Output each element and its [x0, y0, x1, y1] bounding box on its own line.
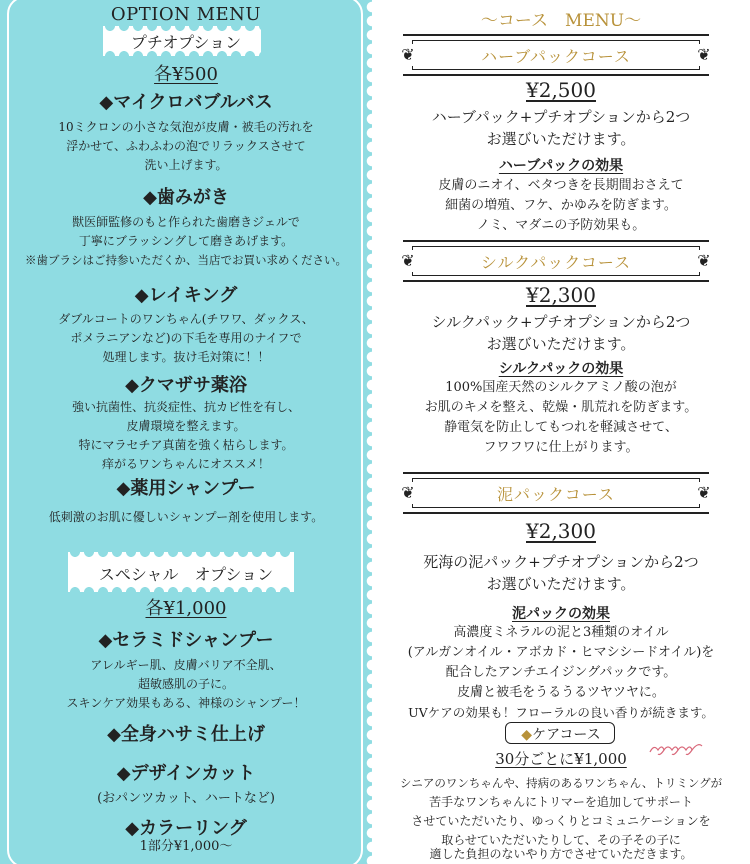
item-desc: 強い抗菌性、抗炎症性、抗カビ性を有し、 — [71, 400, 300, 414]
special-option-label: スペシャル オプション — [98, 565, 274, 584]
care-price: 30分ごとに¥1,000 — [495, 750, 627, 768]
item-full-scissor: ◆全身ハサミ仕上げ — [107, 724, 265, 745]
item-desc: ポメラニアンなど)の下毛を専用のナイフで — [70, 331, 302, 345]
course-name: 泥パックコース — [497, 485, 615, 504]
effect-title: シルクパックの効果 — [498, 361, 624, 377]
course-line: お選びいただけます。 — [486, 130, 636, 148]
item-desc: 洗い上げます。 — [144, 158, 228, 172]
effect-line: フワフワに仕上がります。 — [483, 440, 639, 455]
course-header-herb — [403, 34, 709, 76]
item-desc: 獣医師監修のもと作られた歯磨きジェルで — [72, 215, 300, 229]
flourish-corner-icon: ❦ — [693, 250, 715, 272]
heart-doodle-icon — [648, 738, 704, 758]
effect-line: 100%国産天然のシルクアミノ酸の泡が — [445, 380, 677, 395]
item-tooth-brushing: ◆歯みがき — [143, 187, 229, 208]
special-price: 各¥1,000 — [145, 598, 227, 619]
item-desc: アレルギー肌、皮膚バリア不全肌、 — [90, 658, 282, 672]
course-line: 死海の泥パック+プチオプションから2つ — [423, 553, 699, 571]
item-desc: スキンケア効果もある、神様のシャンプー！ — [66, 696, 306, 710]
option-menu-panel — [0, 0, 372, 864]
item-desc: ※歯ブラシはご持参いただくか、当店でお買い求めください。 — [25, 253, 347, 267]
course-price: ¥2,500 — [526, 78, 596, 102]
course-price: ¥2,300 — [526, 519, 596, 543]
course-menu-panel — [372, 0, 750, 864]
petit-option-label: プチオプション — [130, 33, 242, 52]
effect-line: 皮膚のニオイ、ベタつきを長期間おさえて — [438, 178, 684, 193]
care-desc-line: 苦手なワンちゃんにトリマーを追加してサポート — [429, 795, 693, 809]
effect-line: お肌のキメを整え、乾燥・肌荒れを防ぎます。 — [424, 400, 698, 415]
item-desc: ダブルコートのワンちゃん(チワワ、ダックス、 — [58, 312, 314, 326]
flourish-corner-icon: ❦ — [693, 482, 715, 504]
item-ceramide-shampoo: ◆セラミドシャンプー — [98, 630, 274, 651]
course-header-mud — [403, 472, 709, 514]
flourish-corner-icon: ❦ — [397, 250, 419, 272]
effect-title: ハーブパックの効果 — [498, 158, 624, 174]
course-name: シルクパックコース — [480, 253, 632, 272]
option-menu-title: OPTION MENU — [110, 4, 262, 25]
effect-line: 高濃度ミネラルの泥と3種類のオイル — [453, 625, 669, 640]
care-desc-line: させていただいたり、ゆっくりとコミュニケーションを — [411, 814, 711, 828]
effect-line: ノミ、マダニの予防効果も。 — [476, 218, 646, 233]
course-line: シルクパック+プチオプションから2つ — [431, 313, 691, 331]
item-raking: ◆レイキング — [134, 285, 238, 306]
course-name: ハーブパックコース — [481, 47, 631, 66]
item-coloring: ◆カラーリング — [125, 818, 247, 839]
item-medicated-shampoo: ◆薬用シャンプー — [116, 478, 256, 499]
course-menu-title: ～コース MENU～ — [480, 11, 642, 31]
care-desc-line: 取らせていただいたりして、その子その子に — [441, 833, 681, 847]
effect-title: 泥パックの効果 — [512, 606, 610, 622]
item-desc: 特にマラセチア真菌を強く枯らします。 — [78, 438, 294, 452]
item-design-cut: ◆デザインカット — [116, 763, 256, 784]
item-desc: (おパンツカット、ハートなど) — [97, 791, 275, 806]
care-desc-line: シニアのワンちゃんや、持病のあるワンちゃん、トリミングが — [399, 776, 723, 790]
effect-line: 細菌の増殖、フケ、かゆみを防ぎます。 — [445, 198, 677, 213]
item-micro-bubble: ◆マイクロバブルバス — [99, 92, 273, 113]
effect-line: 静電気を防止してもつれを軽減させて、 — [444, 420, 678, 435]
item-desc: 丁寧にブラッシングして磨きあげます。 — [78, 234, 294, 248]
petit-price: 各¥500 — [154, 64, 218, 85]
course-price: ¥2,300 — [526, 283, 596, 307]
course-header-silk — [403, 240, 709, 282]
effect-line: 皮膚と被毛をうるうるツヤツヤに。 — [457, 685, 665, 700]
item-kumazasa-bath: ◆クマザサ薬浴 — [125, 375, 247, 396]
item-desc: 超敏感肌の子に。 — [137, 677, 234, 691]
flourish-corner-icon: ❦ — [397, 44, 419, 66]
course-line: お選びいただけます。 — [486, 575, 636, 593]
diamond-icon: ◆ — [521, 727, 533, 743]
flourish-corner-icon: ❦ — [397, 482, 419, 504]
item-desc: 処理します。抜け毛対策に！！ — [102, 350, 270, 364]
effect-line: UVケアの効果も！フローラルの良い香りが続きます。 — [408, 705, 714, 720]
item-desc: 低刺激のお肌に優しいシャンプー剤を使用します。 — [48, 510, 324, 524]
effect-line: 配合したアンチエイジングパックです。 — [445, 665, 677, 680]
care-label-visible: ケアコース — [532, 727, 601, 743]
item-desc: 10ミクロンの小さな気泡が皮膚・被毛の汚れを — [58, 120, 314, 134]
item-desc: 皮膚環境を整えます。 — [126, 419, 246, 433]
course-line: お選びいただけます。 — [486, 335, 636, 353]
course-line: ハーブパック+プチオプションから2つ — [431, 108, 691, 126]
care-desc-line: 適した負担のないやり方でさせていただきます。 — [429, 847, 693, 861]
item-desc: 痒がるワンちゃんにオススメ！ — [102, 457, 270, 471]
flourish-corner-icon: ❦ — [693, 44, 715, 66]
item-desc: 1部分¥1,000～ — [139, 839, 233, 854]
item-desc: 浮かせて、ふわふわの泡でリラックスさせて — [66, 139, 306, 153]
effect-line: (アルガンオイル・アボカド・ヒマシシードオイル)を — [407, 645, 715, 660]
